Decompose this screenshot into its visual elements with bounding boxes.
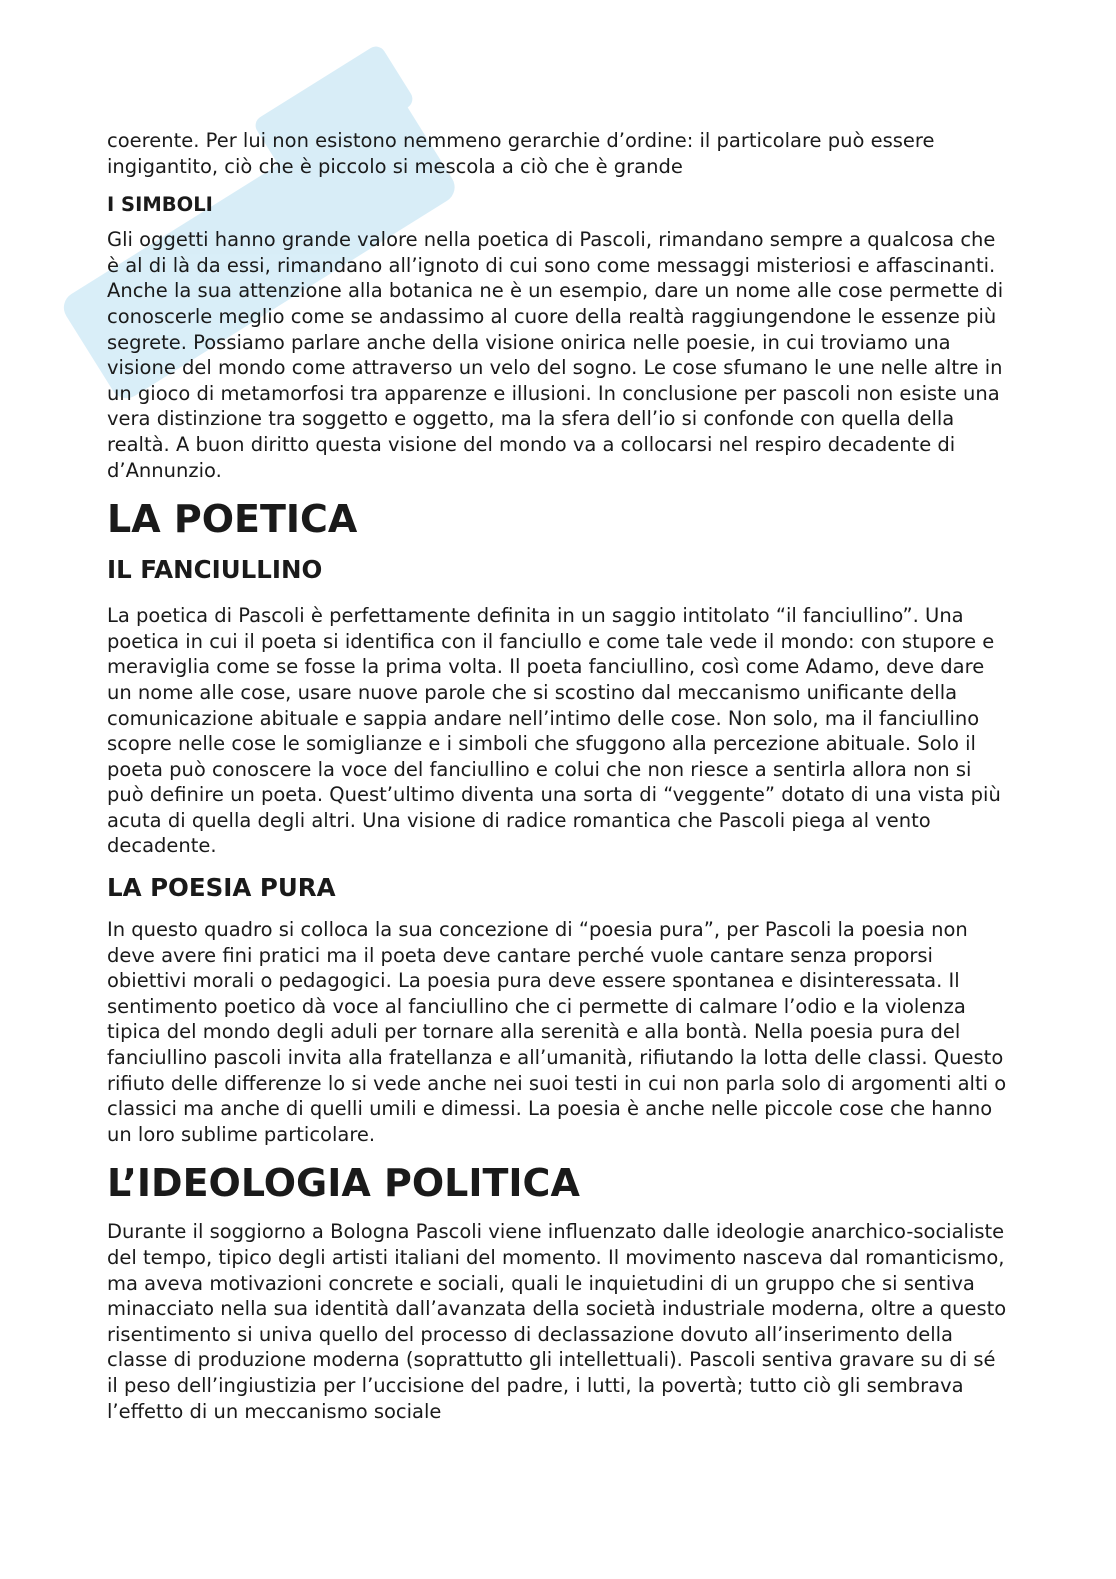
document-page xyxy=(107,128,1007,1424)
section-heading-simboli: I SIMBOLI xyxy=(107,193,213,217)
fanciullino-paragraph: La poetica di Pascoli è perfettamente definita in un saggio intitolato “il fanciullino”. Una poetica in cui il poeta si identifica con il fanciullo e come tale vede il mondo: con stupore e meraviglia come se fosse la prima volta. Il poeta fanciullino, così come Adamo, deve dare un nome alle cose, usare nuove parole che si scostino dal meccanismo unificante della comunicazione abituale e sappia andare nell’intimo delle cose. Non solo, ma il fanciullino scopre nelle cose le somiglianze e i simboli che sfuggono alla percezione abituale. Solo il poeta può conoscere la voce del fanciullino e colui che non riesce a sentirla allora non si può definire un poeta. Quest’ultimo diventa una sorta di “veggente” dotato di una vista più acuta di quella degli altri. Una visione di radice romantica che Pascoli piega al vento decadente. xyxy=(107,604,1001,858)
chapter-title-poetica: LA POETICA xyxy=(107,497,358,542)
section-heading-fanciullino: IL FANCIULLINO xyxy=(107,555,323,585)
chapter-title-ideologia: L’IDEOLOGIA POLITICA xyxy=(107,1161,580,1206)
simboli-paragraph: Gli oggetti hanno grande valore nella poetica di Pascoli, rimandano sempre a qualcosa che è al di là da essi, rimandano all’ignoto di cui sono come messaggi misteriosi e affascinanti. Anche la sua attenzione alla botanica ne è un esempio, dare un nome alle cose permette di conoscerle meglio come se andassimo al cuore della realtà raggiungendone le essenze più segrete. Possiamo parlare anche della visione onirica nelle poesie, in cui troviamo una visione del mondo come attraverso un velo del sogno. Le cose sfumano le une nelle altre in un gioco di metamorfosi tra apparenze e illusioni. In conclusione per pascoli non esiste una vera distinzione tra soggetto e oggetto, ma la sfera dell’io si confonde con quella della realtà. A buon diritto questa visione del mondo va a collocarsi nel respiro decadente di d’Annunzio. xyxy=(107,228,1004,482)
poesia-pura-paragraph: In questo quadro si colloca la sua concezione di “poesia pura”, per Pascoli la poesia non deve avere fini pratici ma il poeta deve cantare perché vuole cantare senza proporsi obiettivi morali o pedagogici. La poesia pura deve essere spontanea e disinteressata. Il sentimento poetico dà voce al fanciullino che ci permette di calmare l’odio e la violenza tipica del mondo degli aduli per tornare alla serenità e alla bontà. Nella poesia pura del fanciullino pascoli invita alla fratellanza e all’umanità, rifiutando la lotta delle classi. Questo rifiuto delle differenze lo si vede anche nei suoi testi in cui non parla solo di argomenti alti o classici ma anche di quelli umili e dimessi. La poesia è anche nelle piccole cose che hanno un loro sublime particolare. xyxy=(107,918,1007,1146)
section-heading-poesia-pura: LA POESIA PURA xyxy=(107,873,336,903)
intro-paragraph: coerente. Per lui non esistono nemmeno gerarchie d’ordine: il particolare può essere ingigantito, ciò che è piccolo si mescola a ciò che è grande xyxy=(107,129,935,178)
ideologia-paragraph: Durante il soggiorno a Bologna Pascoli viene influenzato dalle ideologie anarchico-socialiste del tempo, tipico degli artisti italiani del momento. Il movimento nasceva dal romanticismo, ma aveva motivazioni concrete e sociali, quali le inquietudini di un gruppo che si sentiva minacciato nella sua identità dall’avanzata della società industriale moderna, oltre a questo risentimento si univa quello del processo di declassazione dovuto all’inserimento della classe di produzione moderna (soprattutto gli intellettuali). Pascoli sentiva gravare su di sé il peso dell’ingiustizia per l’uccisione del padre, i lutti, la povertà; tutto ciò gli sembrava l’effetto di un meccanismo sociale xyxy=(107,1220,1007,1423)
